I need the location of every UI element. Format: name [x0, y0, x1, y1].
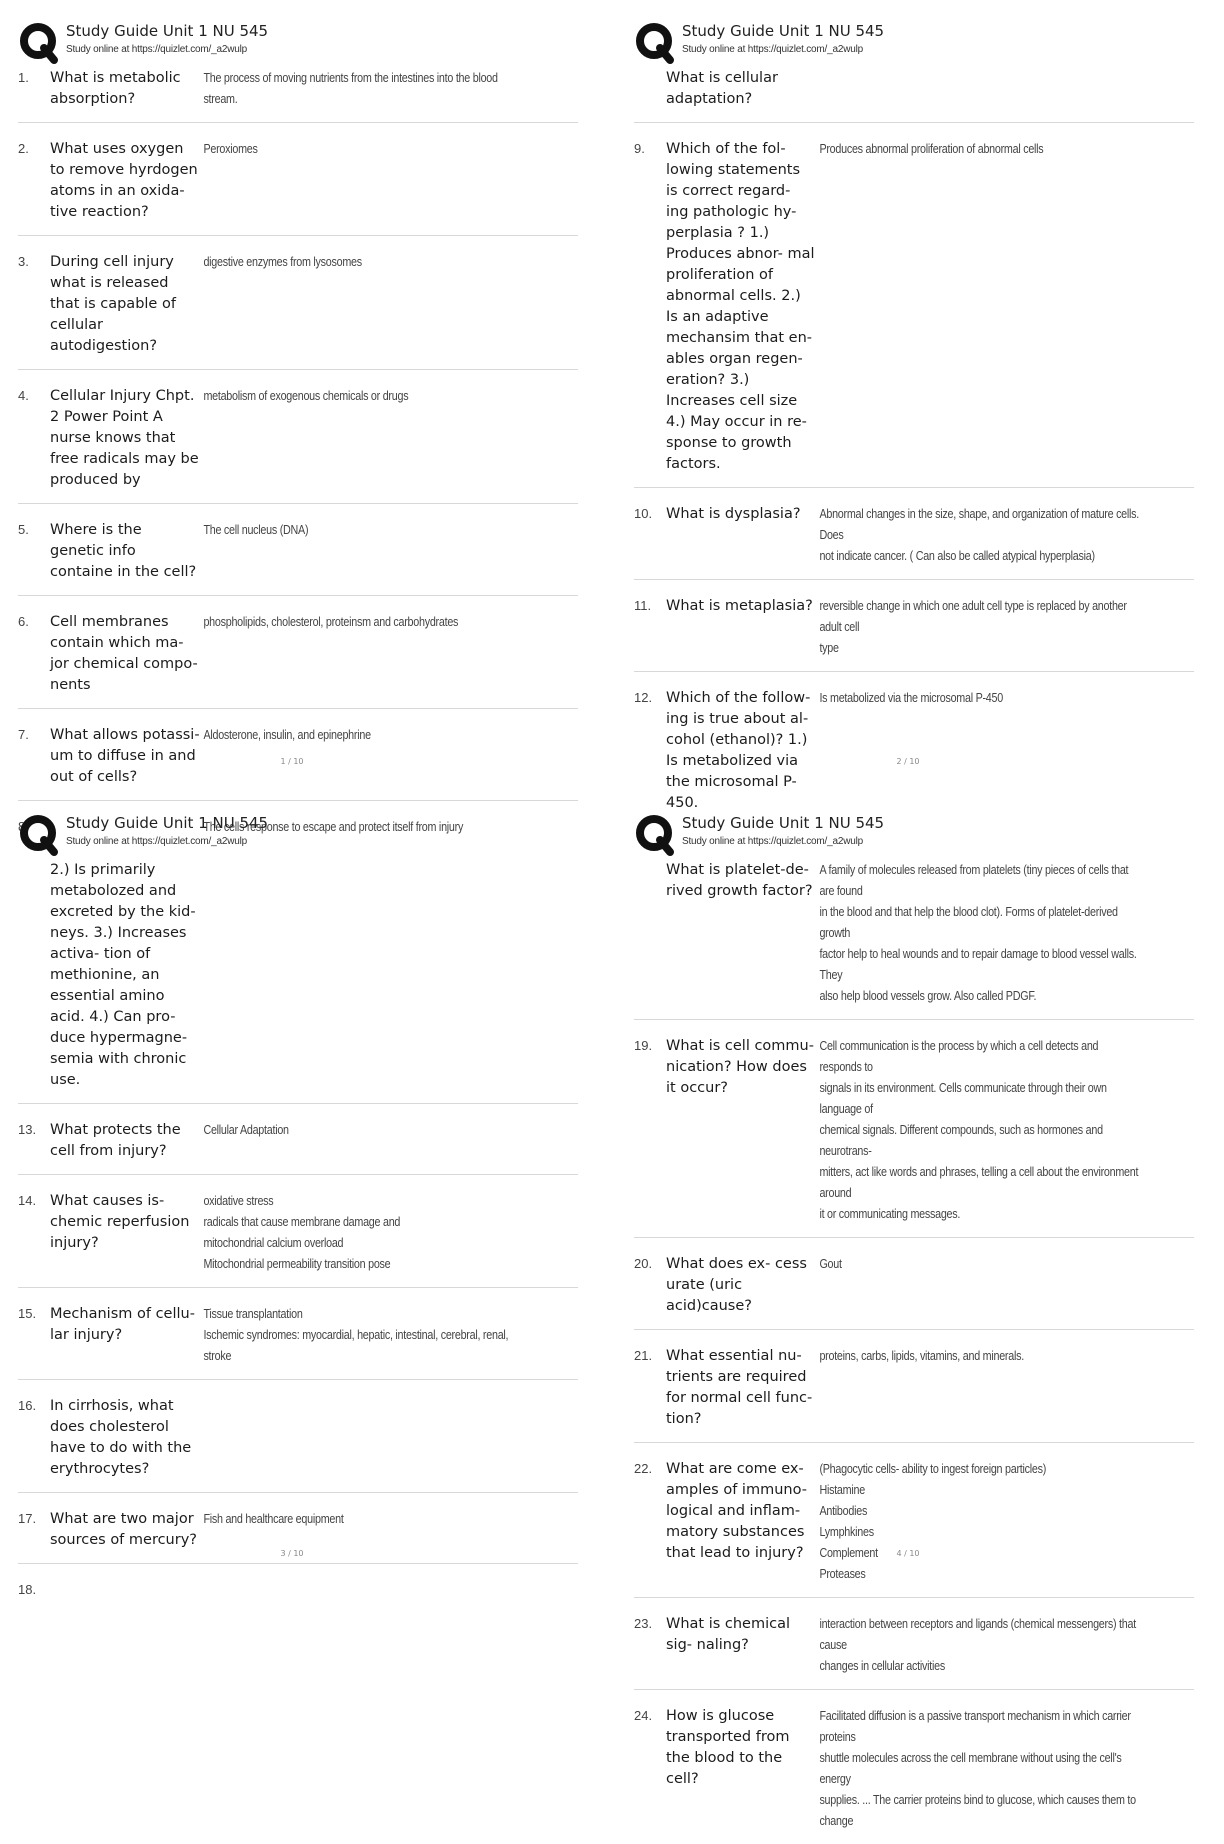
card-number: 13.	[18, 1122, 37, 1137]
card-number: 21.	[634, 1348, 653, 1363]
definition-line: The cells response to escape and protect itself from injury	[203, 820, 464, 834]
flashcard-row	[634, 1248, 1194, 1330]
definition-line: digestive enzymes from lysosomes	[203, 255, 362, 269]
card-term: What is metabolic absorption?	[50, 70, 181, 107]
card-term: What essential nu- trients are required for normal cell func- tion?	[666, 1348, 813, 1427]
definition-line: oxidative stress	[203, 1194, 274, 1208]
flashcard-row	[18, 1574, 578, 1609]
card-number: 5.	[18, 522, 29, 537]
card-number: 4.	[18, 388, 29, 403]
flashcard-list	[18, 854, 578, 1609]
card-definition	[816, 1346, 1141, 1430]
card-definition	[200, 1580, 525, 1597]
definition-line: Facilitated diffusion is a passive transport mechanism in which carrier proteins	[819, 1709, 1131, 1744]
card-definition	[200, 139, 525, 223]
definition-line: Gout	[819, 1257, 842, 1271]
card-term: Which of the follow- ing is true about al- cohol (ethanol)? 1.) Is metabolized via the microsomal P-450.	[666, 690, 811, 811]
page-number: 1 / 10	[280, 757, 304, 766]
page-header	[628, 18, 1218, 62]
flashcard-row	[634, 1700, 1194, 1844]
card-number: 1.	[18, 70, 29, 85]
card-definition	[200, 386, 525, 491]
card-number: 2.	[18, 141, 29, 156]
definition-line: metabolism of exogenous chemicals or drugs	[203, 389, 409, 403]
card-definition	[816, 1036, 1141, 1225]
card-number: 9.	[634, 141, 645, 156]
definition-line: supplies. ... The carrier proteins bind to glucose, which causes them to change	[819, 1793, 1136, 1828]
card-definition	[200, 1191, 525, 1275]
definition-line: also help blood vessels grow. Also called PDGF.	[819, 989, 1037, 1003]
card-definition	[200, 1509, 525, 1551]
quizlet-logo-icon	[634, 22, 674, 62]
card-number: 20.	[634, 1256, 653, 1271]
flashcard-row	[18, 1185, 578, 1288]
card-definition	[816, 596, 1141, 659]
page-2	[628, 18, 1218, 811]
guide-title: Study Guide Unit 1 NU 545	[682, 814, 885, 832]
card-definition	[200, 252, 525, 357]
card-number: 8.	[18, 819, 29, 834]
definition-line: Ischemic syndromes: myocardial, hepatic, intestinal, cerebral, renal, stroke	[203, 1328, 509, 1363]
card-term: Cell membranes contain which ma- jor chemical compo- nents	[50, 614, 198, 693]
flashcard-row	[634, 498, 1194, 580]
card-definition	[816, 860, 1141, 1007]
card-number: 11.	[634, 598, 652, 613]
flashcard-row	[18, 606, 578, 709]
page-header	[12, 18, 602, 62]
card-term: What is cellular adaptation?	[666, 70, 778, 107]
card-definition	[200, 520, 525, 583]
card-definition	[200, 1120, 525, 1162]
quizlet-logo-icon	[634, 814, 674, 854]
definition-line: Is metabolized via the microsomal P-450	[819, 691, 1003, 705]
card-term: What does ex- cess urate (uric acid)cause?	[666, 1256, 807, 1314]
flashcard-row	[18, 854, 578, 1104]
card-number: 3.	[18, 254, 29, 269]
definition-line: Tissue transplantation	[203, 1307, 303, 1321]
flashcard-row	[18, 62, 578, 123]
card-definition	[816, 1614, 1141, 1677]
subtitle-url[interactable]: https://quizlet.com/_a2wulp	[747, 836, 863, 847]
flashcard-list	[634, 62, 1194, 826]
card-term: What is cell commu- nication? How does it occur?	[666, 1038, 814, 1096]
flashcard-row	[18, 1114, 578, 1175]
guide-title: Study Guide Unit 1 NU 545	[66, 814, 269, 832]
page-number: 4 / 10	[896, 1549, 920, 1558]
card-term: What allows potassi- um to diffuse in and out of cells?	[50, 727, 200, 785]
card-term: What causes is- chemic reperfusion injury?	[50, 1193, 190, 1251]
card-definition	[816, 1459, 1141, 1585]
definition-line: Fish and healthcare equipment	[203, 1512, 344, 1526]
subtitle-prefix: Study online at	[682, 44, 748, 55]
card-definition	[816, 139, 1141, 475]
definition-line: not indicate cancer. ( Can also be called atypical hyperplasia)	[819, 549, 1095, 563]
guide-subtitle	[66, 836, 247, 847]
card-number: 12.	[634, 690, 653, 705]
definition-line: Mitochondrial permeability transition pose	[203, 1257, 391, 1271]
definition-line: Antibodies	[819, 1504, 868, 1518]
definition-line: Cellular Adaptation	[203, 1123, 289, 1137]
definition-line: signals in its environment. Cells communicate through their own language of	[819, 1081, 1107, 1116]
card-term: What are two major sources of mercury?	[50, 1511, 197, 1548]
flashcard-row	[634, 62, 1194, 123]
flashcard-row	[634, 590, 1194, 672]
card-number: 17.	[18, 1511, 37, 1526]
page-number: 2 / 10	[896, 757, 920, 766]
card-number	[634, 860, 666, 1007]
definition-line: mitters, act like words and phrases, telling a cell about the environment around	[819, 1165, 1139, 1200]
card-term: What protects the cell from injury?	[50, 1122, 181, 1159]
card-number: 14.	[18, 1193, 37, 1208]
card-number: 7.	[18, 727, 29, 742]
subtitle-url[interactable]: https://quizlet.com/_a2wulp	[747, 44, 863, 55]
flashcard-row	[18, 133, 578, 236]
flashcard-row	[18, 1298, 578, 1380]
card-definition	[816, 1254, 1141, 1317]
definition-line: (Phagocytic cells- ability to ingest foreign particles)	[819, 1462, 1047, 1476]
subtitle-prefix: Study online at	[682, 836, 748, 847]
card-term: Cellular Injury Chpt. 2 Power Point A nurse knows that free radicals may be produced by	[50, 388, 199, 488]
card-definition	[200, 1304, 525, 1367]
definition-line: Aldosterone, insulin, and epinephrine	[203, 728, 371, 742]
card-term: In cirrhosis, what does cholesterol have to do with the erythrocytes?	[50, 1398, 192, 1477]
definition-line: shuttle molecules across the cell membrane without using the cell's energy	[819, 1751, 1122, 1786]
card-term: What is dysplasia?	[666, 506, 801, 522]
card-definition	[816, 68, 1141, 110]
flashcard-row	[634, 854, 1194, 1020]
page-header	[12, 810, 602, 854]
definition-line: mitochondrial calcium overload	[203, 1236, 344, 1250]
flashcard-list	[634, 854, 1194, 1844]
card-term: What is metaplasia?	[666, 598, 813, 614]
card-number	[634, 68, 666, 110]
flashcard-row	[634, 1453, 1194, 1598]
definition-line: A family of molecules released from platelets (tiny pieces of cells that are found	[819, 863, 1129, 898]
definition-line: phospholipids, cholesterol, proteinsm and carbohydrates	[203, 615, 459, 629]
definition-line: The process of moving nutrients from the intestines into the blood stream.	[203, 71, 498, 106]
definition-line: in the blood and that help the blood clot). Forms of platelet-derived growth	[819, 905, 1118, 940]
flashcard-row	[634, 1340, 1194, 1443]
card-term	[50, 1580, 200, 1597]
definition-line: chemical signals. Different compounds, such as hormones and neurotrans-	[819, 1123, 1103, 1158]
card-number: 24.	[634, 1708, 653, 1723]
definition-line: Lymphkines	[819, 1525, 874, 1539]
card-number: 22.	[634, 1461, 653, 1476]
page-4	[628, 810, 1218, 1828]
definition-line: Cell communication is the process by which a cell detects and responds to	[819, 1039, 1099, 1074]
page-3	[12, 810, 602, 1597]
subtitle-prefix: Study online at	[66, 836, 132, 847]
flashcard-row	[634, 133, 1194, 488]
definition-line: Proteases	[819, 1567, 866, 1581]
card-number: 23.	[634, 1616, 653, 1631]
card-number: 6.	[18, 614, 29, 629]
page-number: 3 / 10	[280, 1549, 304, 1558]
card-number	[18, 860, 50, 1091]
subtitle-url[interactable]: https://quizlet.com/_a2wulp	[131, 44, 247, 55]
card-number: 19.	[634, 1038, 653, 1053]
definition-line: proteins, carbs, lipids, vitamins, and minerals.	[819, 1349, 1024, 1363]
card-term: What is platelet-de- rived growth factor?	[666, 862, 813, 899]
definition-line: type	[819, 641, 839, 655]
definition-line: Histamine	[819, 1483, 865, 1497]
card-definition	[200, 860, 525, 1091]
definition-line: Peroxiomes	[203, 142, 258, 156]
guide-subtitle	[66, 44, 247, 55]
flashcard-row	[634, 1030, 1194, 1238]
definition-line: it or communicating messages.	[819, 1207, 961, 1221]
flashcard-row	[634, 682, 1194, 826]
definition-line: The cell nucleus (DNA)	[203, 523, 309, 537]
card-definition	[816, 688, 1141, 814]
definition-line: reversible change in which one adult cell type is replaced by another adult cell	[819, 599, 1127, 634]
card-number: 16.	[18, 1398, 37, 1413]
card-term: How is glucose transported from the blood to the cell?	[666, 1708, 790, 1787]
card-definition	[200, 1396, 525, 1480]
subtitle-url[interactable]: https://quizlet.com/_a2wulp	[131, 836, 247, 847]
card-term: What are come ex- amples of immuno- logical and inflam- matory substances that lead to injury?	[666, 1461, 807, 1561]
quizlet-logo-icon	[18, 22, 58, 62]
flashcard-list	[18, 62, 578, 850]
definition-line: Abnormal changes in the size, shape, and organization of mature cells. Does	[819, 507, 1140, 542]
card-term: During cell injury what is released that is capable of cellular autodigestion?	[50, 254, 176, 354]
definition-line: radicals that cause membrane damage and	[203, 1215, 401, 1229]
flashcard-row	[18, 1390, 578, 1493]
flashcard-row	[18, 246, 578, 370]
card-term: What is chemical sig- naling?	[666, 1616, 791, 1653]
card-definition	[816, 1706, 1141, 1832]
definition-line: factor help to heal wounds and to repair damage to blood vessel walls. They	[819, 947, 1137, 982]
flashcard-row	[634, 1608, 1194, 1690]
flashcard-row	[18, 380, 578, 504]
card-number: 18.	[18, 1582, 37, 1597]
card-term: Which of the fol- lowing statements is correct regard- ing pathologic hy- perplasia ? 1.) Produces abnor- mal proliferation of abnormal cells. 2.) Is an adaptive mechansim that en- ables organ regen- eration? 3.) Increases cell size 4.) May occur in re- sponse to growth factors.	[666, 141, 815, 472]
guide-title: Study Guide Unit 1 NU 545	[66, 22, 269, 40]
page-1	[12, 18, 602, 834]
card-term: Mechanism of cellu- lar injury?	[50, 1306, 195, 1343]
card-term: What uses oxygen to remove hyrdogen atoms in an oxida- tive reaction?	[50, 141, 198, 220]
card-term: 2.) Is primarily metabolozed and excreted by the kid- neys. 3.) Increases activa- tion of methionine, an essential amino acid. 4.) Can pro- duce hypermagne- semia with chronic use.	[50, 862, 196, 1088]
guide-subtitle	[682, 44, 863, 55]
card-number: 10.	[634, 506, 653, 521]
subtitle-prefix: Study online at	[66, 44, 132, 55]
quizlet-logo-icon	[18, 814, 58, 854]
definition-line: changes in cellular activities	[819, 1659, 945, 1673]
definition-line: interaction between receptors and ligands (chemical messengers) that cause	[819, 1617, 1136, 1652]
page-header	[628, 810, 1218, 854]
card-definition	[816, 504, 1141, 567]
definition-line: Complement	[819, 1546, 878, 1560]
card-definition	[200, 612, 525, 696]
guide-subtitle	[682, 836, 863, 847]
guide-title: Study Guide Unit 1 NU 545	[682, 22, 885, 40]
card-definition	[200, 68, 525, 110]
definition-line: Produces abnormal proliferation of abnormal cells	[819, 142, 1044, 156]
card-number: 15.	[18, 1306, 37, 1321]
card-term: Where is the genetic info containe in the cell?	[50, 522, 197, 580]
flashcard-row	[18, 514, 578, 596]
